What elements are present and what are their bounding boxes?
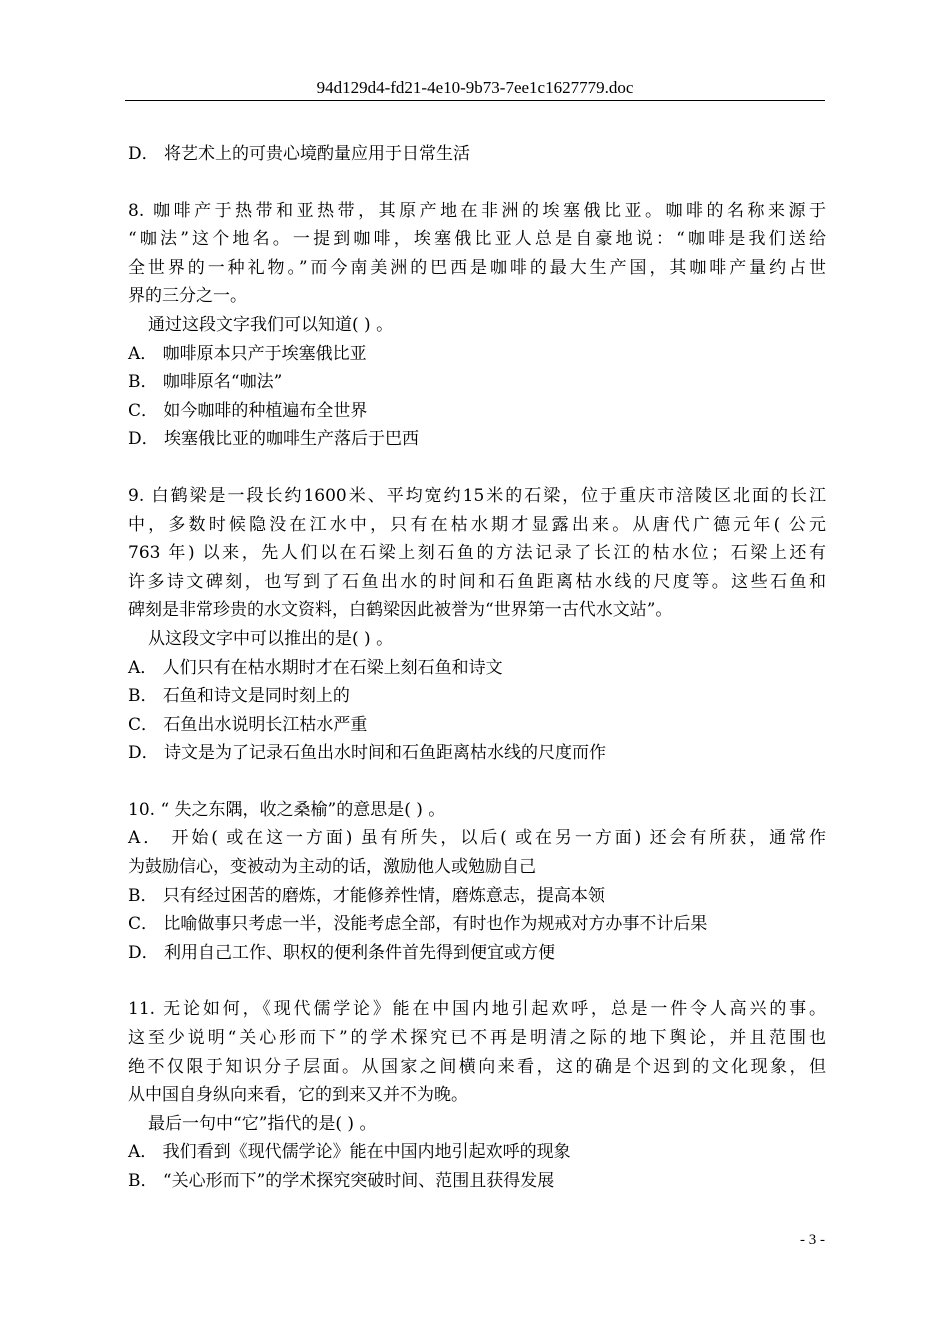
q9-passage-line: 763 年) 以来，先人们以在石梁上刻石鱼的方法记录了长江的枯水位；石梁上还有 (128, 543, 826, 564)
question-10 (128, 796, 826, 968)
spacer (128, 169, 826, 197)
q8-option-b: B． 咖啡原名“咖法” (128, 372, 283, 393)
q11-stem: 最后一句中“它”指代的是( ) 。 (148, 1113, 377, 1134)
q10-stem: 10. “ 失之东隅，收之桑榆”的意思是( ) 。 (128, 799, 446, 820)
question-9 (128, 482, 826, 768)
q11-option-a: A． 我们看到《现代儒学论》能在中国内地引起欢呼的现象 (128, 1142, 571, 1163)
q11-passage-line: 绝不仅限于知识分子层面。从国家之间横向来看，这的确是个迟到的文化现象，但 (128, 1056, 826, 1077)
q7-option-d: D． 将艺术上的可贵心境酌量应用于日常生活 (128, 144, 471, 164)
q9-option-c: C． 石鱼出水说明长江枯水严重 (128, 714, 368, 735)
q9-passage-line: 许多诗文碑刻，也写到了石鱼出水的时间和石鱼距离枯水线的尺度等。这些石鱼和 (128, 571, 826, 592)
q8-passage-line: 全世界的一种礼物。”而今南美洲的巴西是咖啡的最大生产国，其咖啡产量约占世 (128, 257, 826, 278)
q8-option-c: C． 如今咖啡的种植遍布全世界 (128, 400, 368, 421)
q8-passage-line: 8. 咖啡产于热带和亚热带，其原产地在非洲的埃塞俄比亚。咖啡的名称来源于 (128, 200, 826, 221)
question-11 (128, 995, 826, 1195)
spacer (128, 768, 826, 796)
q9-passage-line: 9. 白鹤梁是一段长约1600米、平均宽约15米的石梁，位于重庆市涪陵区北面的长江 (128, 485, 826, 506)
q11-passage-line: 11. 无论如何，《现代儒学论》能在中国内地引起欢呼，总是一件令人高兴的事。 (128, 999, 826, 1020)
q10-option-d: D． 利用自己工作、职权的便利条件首先得到便宜或方便 (128, 942, 556, 963)
q9-passage-line: 中，多数时候隐没在江水中，只有在枯水期才显露出来。从唐代广德元年( 公元 (128, 514, 826, 535)
q8-stem: 通过这段文字我们可以知道( ) 。 (148, 314, 394, 335)
q10-option-a-continued: 为鼓励信心，变被动为主动的话，激励他人或勉励自己 (128, 857, 536, 878)
q11-passage-line: 从中国自身纵向来看，它的到来又并不为晚。 (128, 1085, 468, 1106)
document-filename-header: 94d129d4-fd21-4e10-9b73-7ee1c1627779.doc (316, 78, 634, 97)
q8-passage-line: “咖法”这个地名。一提到咖啡，埃塞俄比亚人总是自豪地说：“咖啡是我们送给 (128, 229, 826, 250)
q9-option-a: A． 人们只有在枯水期时才在石梁上刻石鱼和诗文 (128, 657, 503, 678)
q11-option-b: B． “关心形而下”的学术探究突破时间、范围且获得发展 (128, 1171, 555, 1191)
page-number: - 3 - (800, 1232, 825, 1248)
page-body (128, 140, 826, 1196)
q9-stem: 从这段文字中可以推出的是( ) 。 (148, 628, 394, 649)
q9-option-b: B． 石鱼和诗文是同时刻上的 (128, 686, 350, 707)
q10-option-b: B． 只有经过困苦的磨炼，才能修养性情，磨炼意志，提高本领 (128, 885, 605, 906)
q8-passage-line: 界的三分之一。 (128, 286, 247, 307)
header-rule (125, 100, 825, 101)
q8-option-a: A． 咖啡原本只产于埃塞俄比亚 (128, 343, 367, 364)
q9-option-d: D． 诗文是为了记录石鱼出水时间和石鱼距离枯水线的尺度而作 (128, 743, 607, 764)
question-8 (128, 197, 826, 454)
q10-option-c: C． 比喻做事只考虑一半，没能考虑全部，有时也作为规戒对方办事不计后果 (128, 914, 708, 935)
spacer (128, 967, 826, 995)
spacer (128, 454, 826, 482)
q10-option-a: A． 开始( 或在这一方面) 虽有所失，以后( 或在另一方面) 还会有所获，通常作 (128, 828, 826, 849)
q8-option-d: D． 埃塞俄比亚的咖啡生产落后于巴西 (128, 429, 420, 450)
q9-passage-line: 碑刻是非常珍贵的水文资料，白鹤梁因此被誉为“世界第一古代水文站”。 (128, 600, 673, 621)
q11-passage-line: 这至少说明“关心形而下”的学术探究已不再是明清之际的地下舆论，并且范围也 (128, 1028, 826, 1049)
